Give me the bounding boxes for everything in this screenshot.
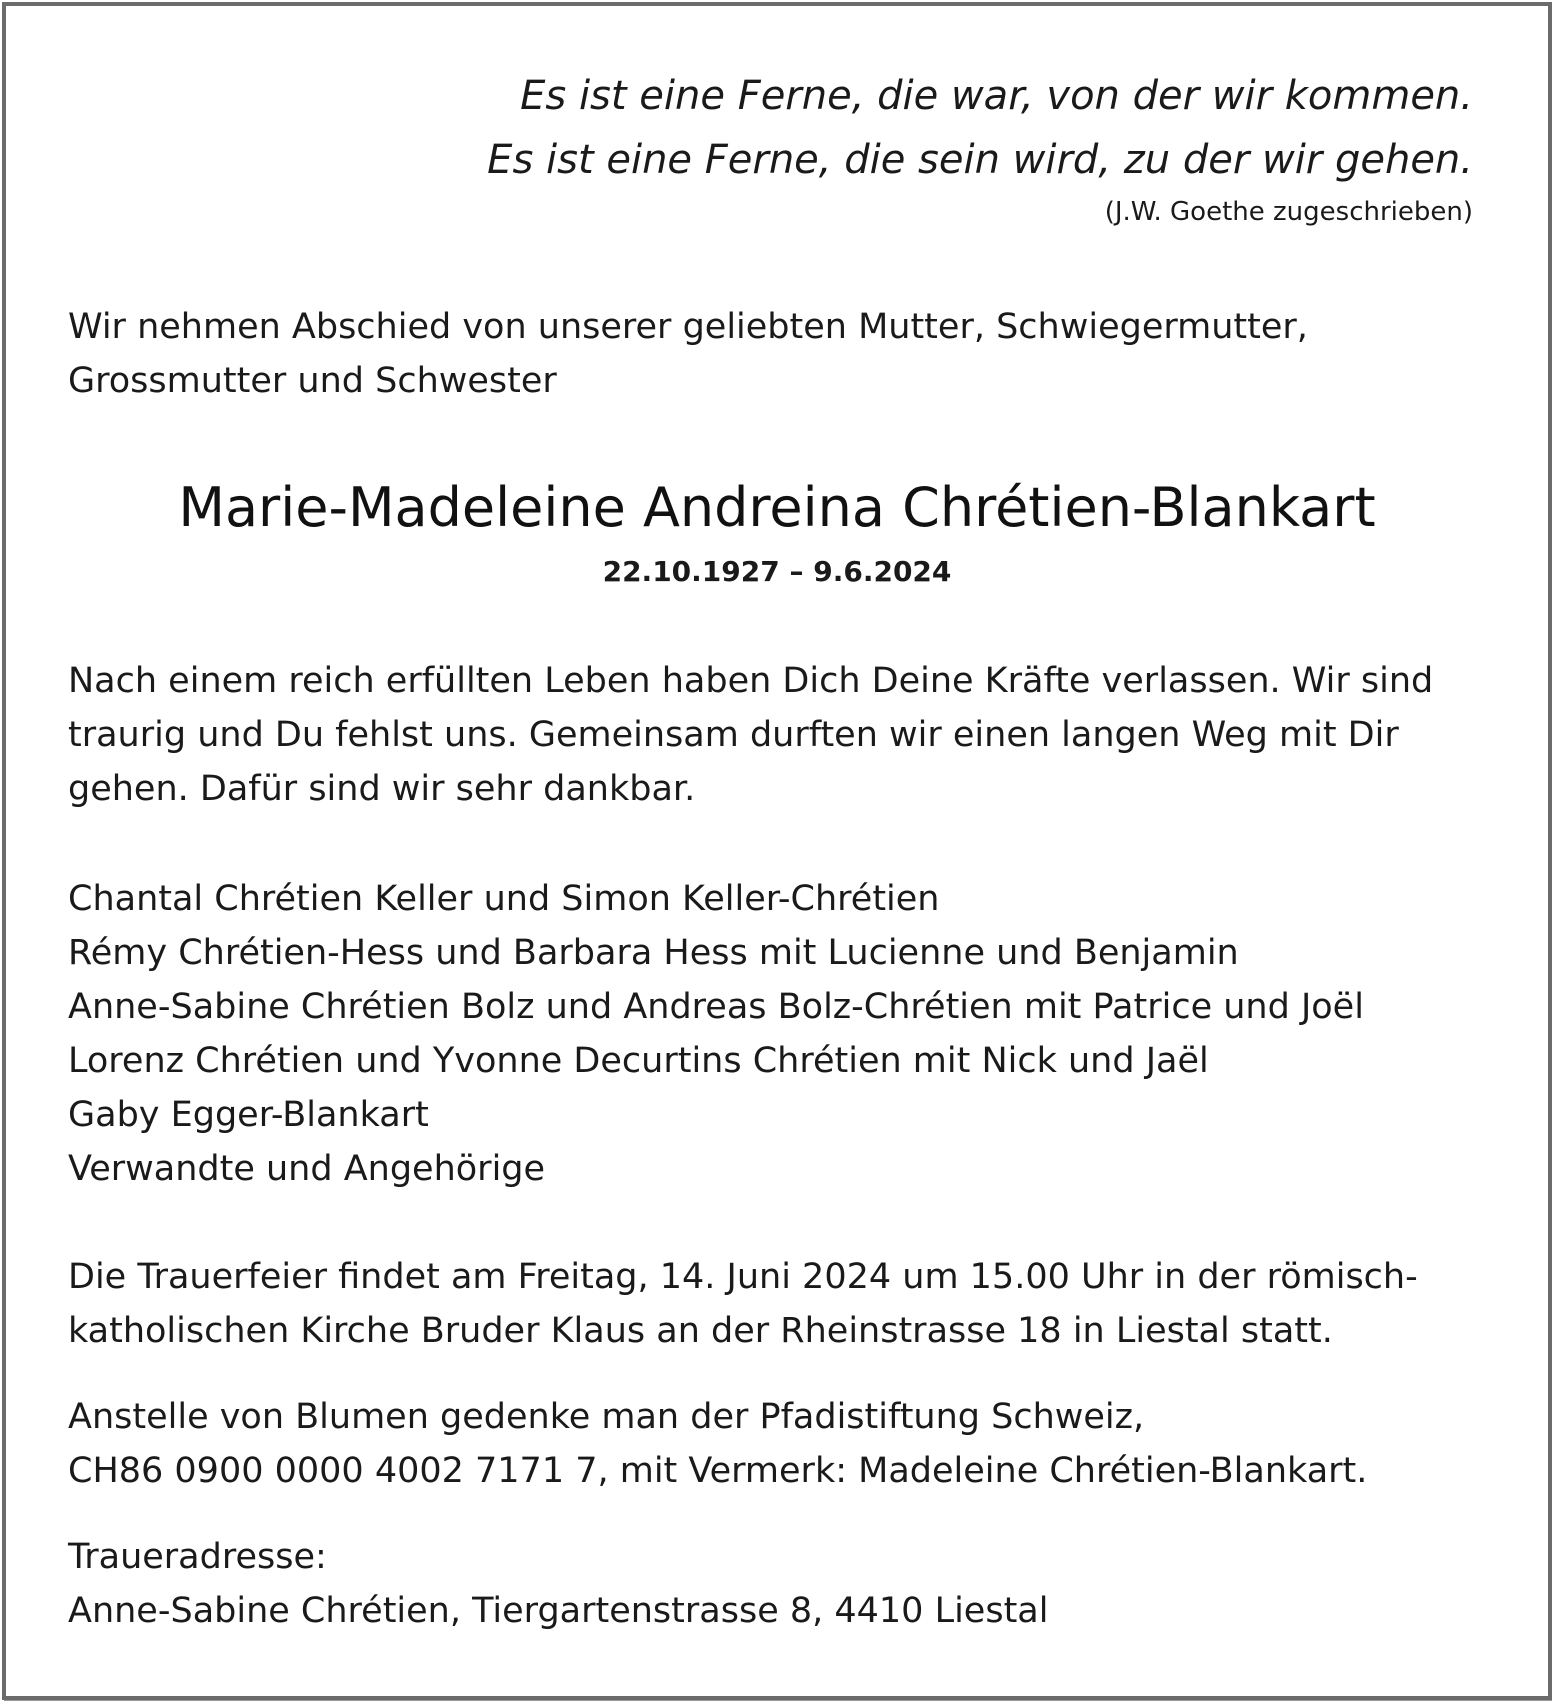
message-line-1: Nach einem reich erfüllten Leben haben Dich Deine Kräfte verlassen. Wir sind [68,661,1434,701]
message-line-2: traurig und Du fehlst uns. Gemeinsam durften wir einen langen Weg mit Dir [68,715,1399,755]
mourner-entry: Verwandte und Angehörige [68,1149,546,1189]
life-dates: 22.10.1927 – 9.6.2024 [602,555,952,588]
intro-line-2: Grossmutter und Schwester [68,361,557,401]
donation-line-1: Anstelle von Blumen gedenke man der Pfadistiftung Schweiz, [68,1397,1145,1437]
message-line-3: gehen. Dafür sind wir sehr dankbar. [68,769,696,809]
quote-line-2: Es ist eine Ferne, die sein wird, zu der wir gehen. [487,137,1473,183]
donation-info [68,1390,1478,1498]
mourner-entry: Anne-Sabine Chrétien Bolz und Andreas Bolz-Chrétien mit Patrice und Joël [68,987,1364,1027]
mourning-address [68,1530,1478,1638]
mourner-entry: Lorenz Chrétien und Yvonne Decurtins Chrétien mit Nick und Jaël [68,1041,1209,1081]
ceremony-info [68,1250,1478,1358]
intro-line-1: Wir nehmen Abschied von unserer geliebten Mutter, Schwiegermutter, [68,307,1308,347]
quote-attribution: (J.W. Goethe zugeschrieben) [1104,197,1473,227]
farewell-message [68,654,1478,816]
deceased-name: Marie-Madeleine Andreina Chrétien-Blankart [178,476,1376,539]
address-value: Anne-Sabine Chrétien, Tiergartenstrasse 8, 4410 Liestal [68,1591,1049,1631]
ceremony-line-2: katholischen Kirche Bruder Klaus an der Rheinstrasse 18 in Liestal statt. [68,1311,1333,1351]
intro-paragraph [68,300,1478,408]
address-label: Traueradresse: [68,1537,327,1577]
obituary-frame [2,2,1552,1700]
quote-line-1: Es ist eine Ferne, die war, von der wir kommen. [520,73,1473,119]
mourner-entry: Chantal Chrétien Keller und Simon Keller-Chrétien [68,879,940,919]
mourner-entry: Gaby Egger-Blankart [68,1095,429,1135]
obituary-content [6,6,1548,1696]
deceased-heading [6,472,1548,592]
goethe-quote [487,64,1473,232]
donation-line-2: CH86 0900 0000 4002 7171 7, mit Vermerk: Madeleine Chrétien-Blankart. [68,1451,1368,1491]
mourner-entry: Rémy Chrétien-Hess und Barbara Hess mit Lucienne und Benjamin [68,933,1239,973]
mourners-list [68,872,1478,1196]
ceremony-line-1: Die Trauerfeier findet am Freitag, 14. Juni 2024 um 15.00 Uhr in der römisch- [68,1257,1418,1297]
